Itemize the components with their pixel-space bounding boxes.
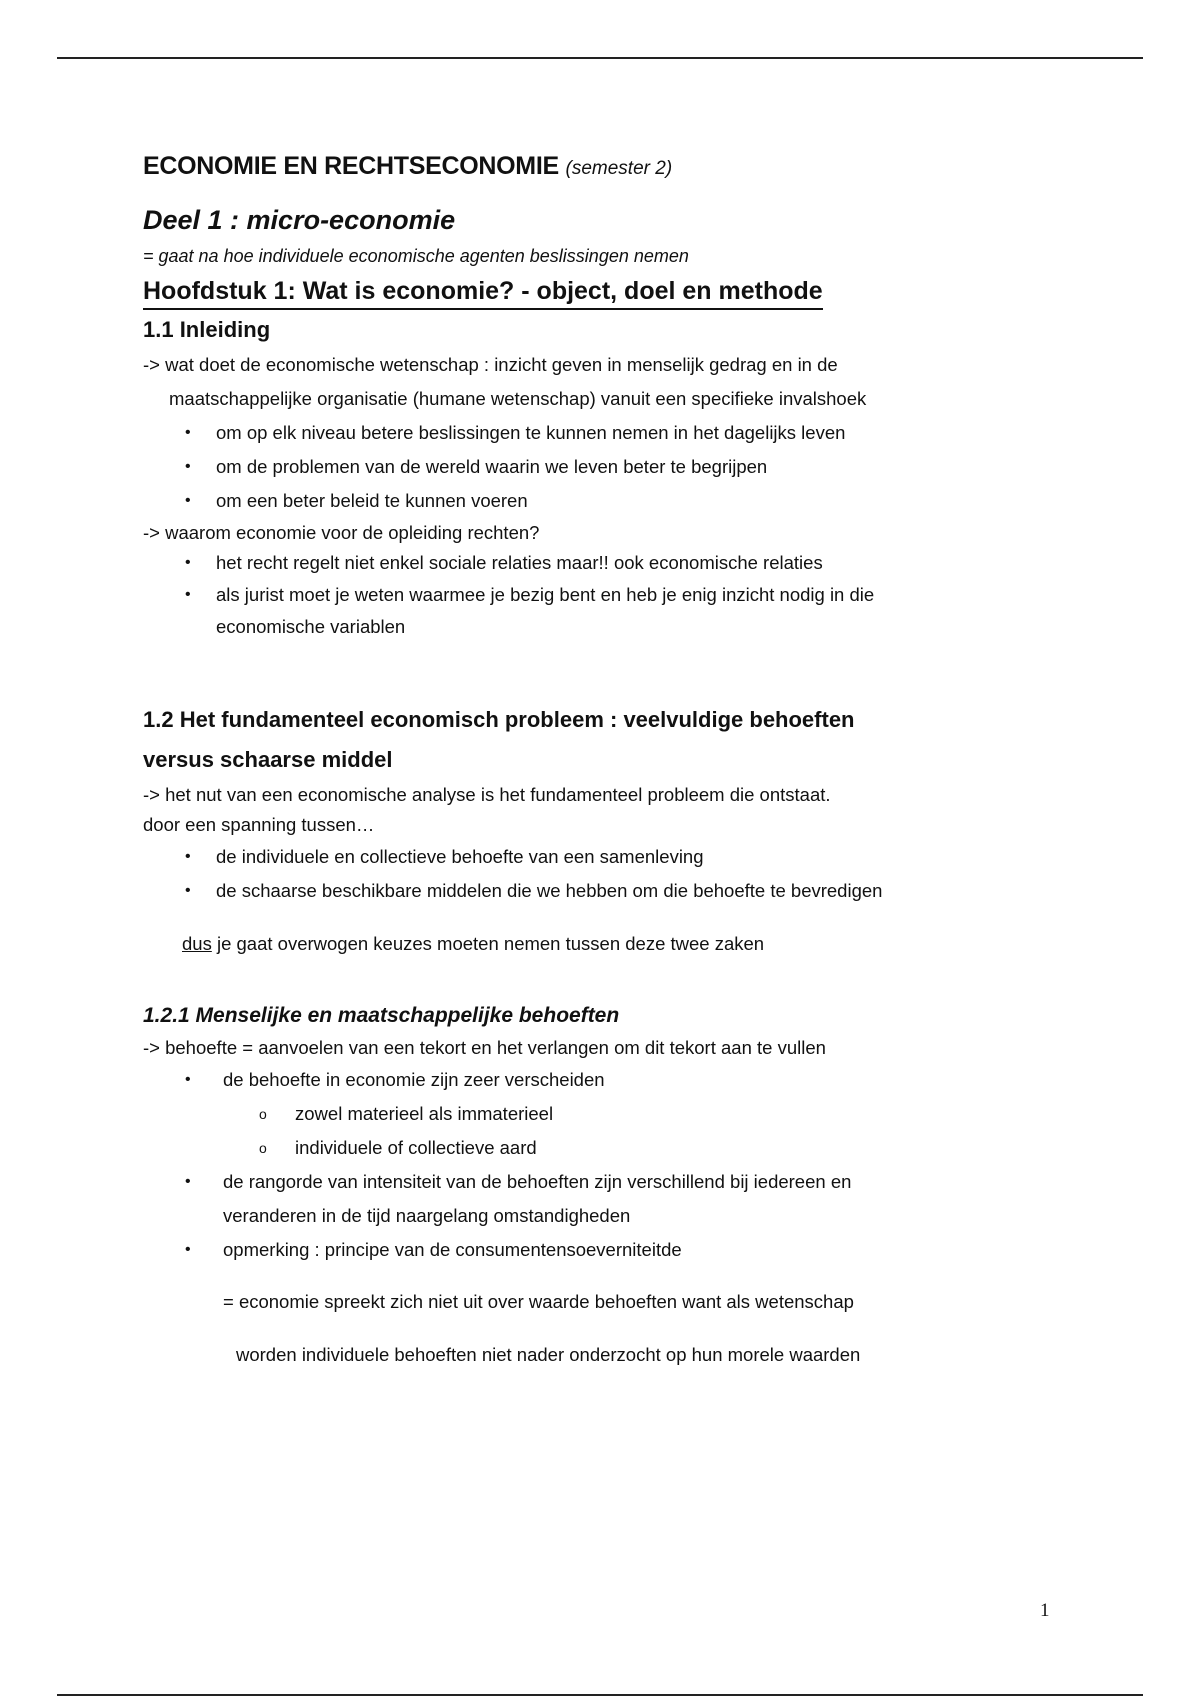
needs-list [143, 1063, 1043, 1267]
list-item-text: de individuele en collectieve behoefte van een samenleving [216, 846, 704, 867]
list-item-text: opmerking : principe van de consumentensoeverniteitde [223, 1238, 682, 1260]
part-title: Deel 1 : micro-economie [143, 205, 456, 235]
list-item-text: het recht regelt niet enkel sociale relaties maar!! ook economische relaties [216, 552, 823, 573]
list-item-text: om op elk niveau betere beslissingen te kunnen nemen in het dagelijks leven [216, 422, 846, 443]
list-item-text: om een beter beleid te kunnen voeren [216, 490, 528, 511]
document-title-text: ECONOMIE EN RECHTSECONOMIE [143, 152, 559, 180]
list-item-text: de schaarse beschikbare middelen die we hebben om die behoefte te bevredigen [216, 880, 883, 901]
bullet-icon: • [185, 586, 191, 603]
section-title-1-2-line-1: 1.2 Het fundamenteel economisch probleem : veelvuldige behoeften [143, 707, 855, 732]
conclusion-line [143, 927, 1043, 961]
analysis-line-continued: door een spanning tussen… [143, 814, 375, 835]
intro-line: -> wat doet de economische wetenschap : inzicht geven in menselijk gedrag en in de [143, 354, 838, 375]
list-item [143, 578, 1043, 612]
remark-definition-continued: worden individuele behoeften niet nader onderzocht op hun morele waarden [236, 1343, 861, 1365]
top-rule [57, 57, 1143, 59]
dus-word: dus [182, 932, 212, 954]
conclusion-text: je gaat overwogen keuzes moeten nemen tussen deze twee zaken [211, 932, 765, 954]
bullet-icon: • [185, 492, 191, 509]
list-item [143, 1165, 1043, 1199]
sub-list-item-text: individuele of collectieve aard [295, 1136, 537, 1158]
analysis-line: -> het nut van een economische analyse is het fundamenteel probleem die ontstaat. [143, 784, 831, 805]
bullet-icon: • [185, 424, 191, 441]
need-definition: -> behoefte = aanvoelen van een tekort en het verlangen om dit tekort aan te vullen [143, 1036, 826, 1058]
list-item-text: economische variablen [216, 616, 406, 637]
list-item-continued [143, 612, 1043, 642]
circle-bullet-icon: o [259, 1105, 267, 1122]
semester-note: (semester 2) [565, 158, 673, 179]
page-number: 1 [1040, 1600, 1050, 1621]
remark-definition: = economie spreekt zich niet uit over waarde behoeften want als wetenschap [223, 1291, 854, 1312]
bullet-icon: • [185, 1172, 191, 1190]
list-item-text: de behoefte in economie zijn zeer verscheiden [223, 1068, 605, 1090]
list-item [143, 548, 1043, 578]
list-item-text: als jurist moet je weten waarmee je bezig bent en heb je enig inzicht nodig in die [216, 584, 875, 605]
part-definition: = gaat na hoe individuele economische agenten beslissingen nemen [143, 246, 689, 266]
list-item [143, 1063, 1043, 1097]
list-item-continued [143, 1199, 1043, 1233]
bullet-icon: • [185, 1070, 191, 1088]
list-item [143, 450, 1043, 484]
list-item-text: om de problemen van de wereld waarin we leven beter te begrijpen [216, 456, 768, 477]
section-title-1-2 [143, 700, 1043, 780]
section-title-1-2-line-2: versus schaarse middel [143, 747, 393, 772]
section-title-1-2-1: 1.2.1 Menselijke en maatschappelijke behoeften [143, 1003, 620, 1027]
sub-list-item [143, 1097, 1043, 1131]
bullet-icon: • [185, 848, 191, 865]
list-item-text: veranderen in de tijd naargelang omstandigheden [223, 1204, 631, 1226]
document-body [143, 144, 1043, 1390]
list-item [143, 874, 1043, 908]
bullet-icon: • [185, 554, 191, 571]
document-title [143, 144, 1043, 188]
question-line: -> waarom economie voor de opleiding rechten? [143, 522, 540, 543]
sub-list-item-text: zowel materieel als immaterieel [295, 1102, 554, 1124]
bullet-icon: • [185, 458, 191, 475]
bullet-icon: • [185, 882, 191, 899]
purpose-list [143, 416, 1043, 518]
tension-list [143, 840, 1043, 908]
list-item [143, 1233, 1043, 1267]
list-item [143, 416, 1043, 450]
bullet-icon: • [185, 1240, 191, 1258]
sub-list-item [143, 1131, 1043, 1165]
intro-line-continued: maatschappelijke organisatie (humane wetenschap) vanuit een specifieke invalshoek [169, 388, 867, 409]
circle-bullet-icon: o [259, 1139, 267, 1156]
bottom-rule [57, 1694, 1143, 1696]
list-item-text: de rangorde van intensiteit van de behoeften zijn verschillend bij iedereen en [223, 1170, 852, 1192]
list-item [143, 484, 1043, 518]
law-reasons-list [143, 548, 1043, 642]
chapter-title: Hoofdstuk 1: Wat is economie? - object, doel en methode [143, 274, 823, 310]
list-item [143, 840, 1043, 874]
section-title-1-1: 1.1 Inleiding [143, 317, 271, 342]
